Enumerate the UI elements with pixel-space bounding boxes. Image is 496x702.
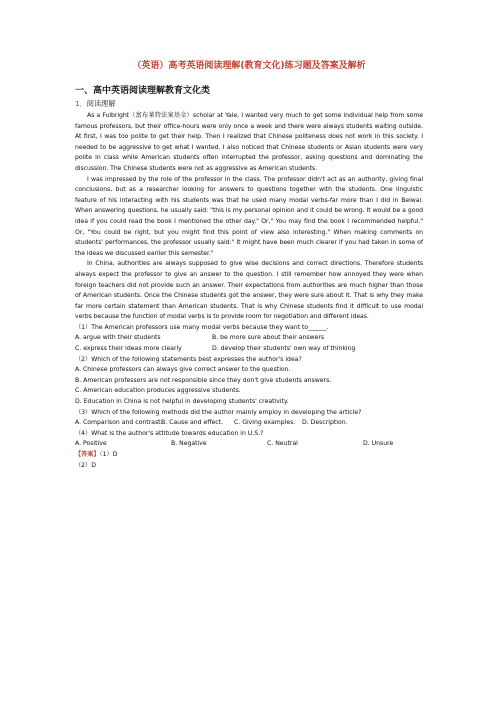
question-4-options-row (75, 439, 423, 450)
question-2-option-c: C. American education produces aggressive students. (75, 387, 241, 395)
question-2-stem: （2）Which of the following statements best expresses the author's idea? (75, 355, 302, 363)
question-1-options-row-1 (75, 333, 423, 344)
passage-paragraph-1: As a Fulbright（富布莱特法案基金）scholar at Yale, I wanted very much to get some individual help from some famous professors, but their office-hours were only once a week and there were always students waiting outside. At first, I was too polite to get their help. Then I realized that Chinese politeness does not work in this society. I needed to be aggressive to get what I wanted. I also noticed that Chinese students or Asian students were very polite in class while American students often interrupted the professor, asking questions and dominating the discussion. The Chinese students were not as aggressive as American students. (75, 112, 423, 172)
question-3-option-c: C. Giving examples. (234, 419, 296, 427)
question-1-stem: （1）The American professors use many modal verbs because they want to______. (75, 323, 329, 331)
answer-2: （2）D (75, 461, 96, 469)
document-page (75, 60, 423, 471)
answer-line-1 (75, 450, 423, 461)
passage-paragraph-2: I was impressed by the role of the professor in the class. The professor didn't act as an authority, giving final conclusions, but as a researcher looking for answers to questions together with the students. One linguistic feature of his interacting with his students was that he used many modal verbs-far more than I did in Beiwai. When answering questions, he usually said: "this is my personal opinion and it could be wrong. It would be a good idea if you could read the book I mentioned the other day." Or," You may find the book I recommended helpful." Or, "You could be right, but you might find this point of view also interesting." When making comments on students' performances, the professor usually said:" It might have been much clearer if you had taken in some of the ideas we discussed earlier this semester." (75, 175, 423, 257)
question-1-option-c: C. express their ideas more clearly (75, 345, 182, 353)
subsection-number: 1． (75, 99, 87, 108)
answer-1: （1）D (99, 451, 118, 458)
question-1-option-d: D. develop their students' own way of thinking (212, 345, 356, 353)
question-3-stem: （3）Which of the following methods did the author mainly employ in developing the article? (75, 408, 362, 416)
question-3-options-row (75, 418, 423, 429)
question-2-option-b: B. American professors are not responsible since they don't give students answers. (75, 376, 332, 384)
question-3-option-a: A. Comparison and contrast. (75, 419, 163, 427)
question-1-option-a: A. argue with their students (75, 334, 161, 342)
subsection-heading (75, 99, 423, 109)
question-4-option-d: D. Unsure (363, 440, 394, 448)
answer-label: 【答案】 (75, 451, 100, 458)
question-2-option-a: A. Chinese professors can always give correct answer to the question. (75, 366, 291, 374)
question-1-options-row-2 (75, 344, 423, 355)
passage-paragraph-3: In China, authorities are always supposed to give wise decisions and correct directions. Therefore students always expect the professor to give an answer to the question. I still remember how annoyed they were when foreign teachers did not provide such an answer. Their expectations from authorities are much higher than those of American students. Once the Chinese students got the answer, they were sure about it. That is why they make far more certain statement than American students. That is why Chinese students find it difficult to use modal verbs because the function of modal verbs is to provide room for negotiation and different ideas. (75, 260, 423, 321)
answer-line-2 (75, 461, 423, 472)
question-4-option-c: C. Neutral (267, 440, 298, 448)
question-3-option-b: B. Cause and effect. (161, 419, 224, 427)
question-1-option-b: B. be more sure about their answers (212, 334, 325, 342)
question-3-option-d: D. Description. (302, 419, 348, 427)
question-4-option-a: A. Positive (75, 440, 107, 448)
subsection-label: 阅读理解 (86, 99, 116, 108)
section-heading: 一、高中英语阅读理解教育文化类 (75, 86, 211, 96)
question-4-stem: （4）What is the author's attitude towards education in U.S.? (75, 429, 264, 437)
question-2-option-d: D. Education in China is not helpful in developing students' creativity. (75, 398, 289, 406)
question-4-option-b: B. Negative (171, 440, 207, 448)
document-title: （英语）高考英语阅读理解(教育文化)练习题及答案及解析 (132, 61, 366, 71)
